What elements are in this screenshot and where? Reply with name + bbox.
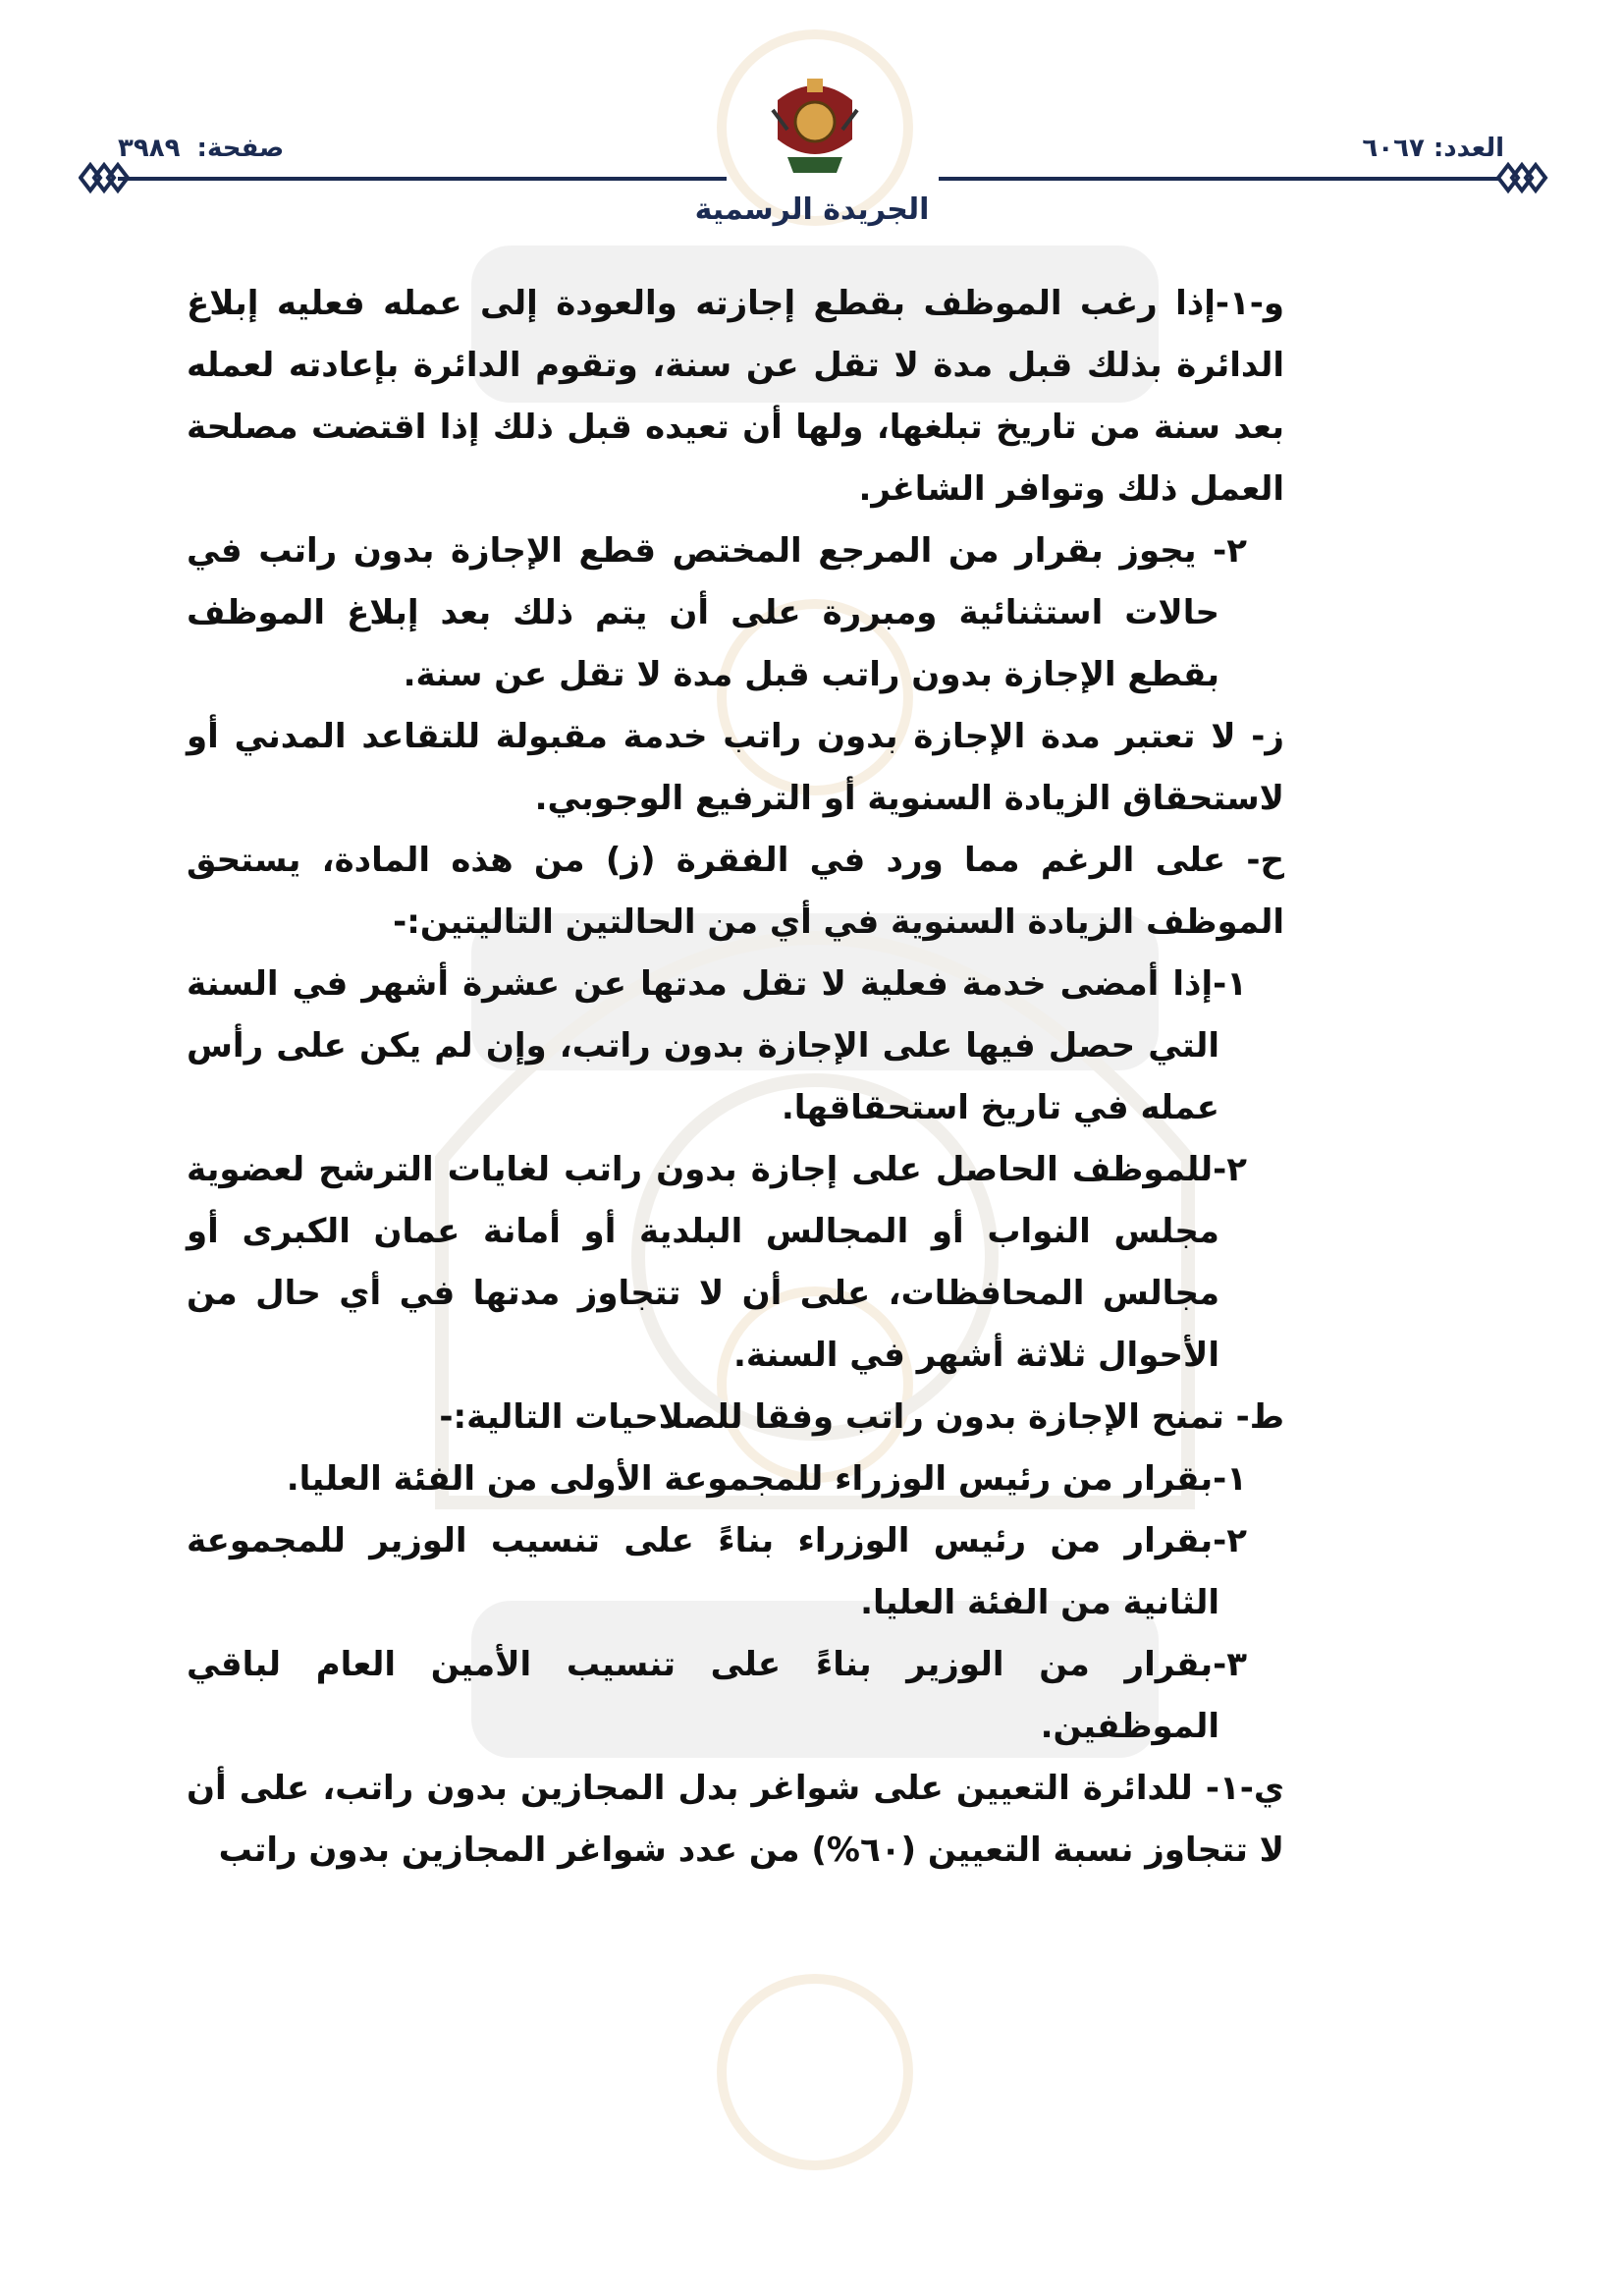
paragraph-ta-3: ٣-بقرار من الوزير بناءً على تنسيب الأمين العام لباقي الموظفين. (187, 1645, 1247, 1746)
page-label: صفحة: (196, 134, 285, 163)
page-header (0, 0, 1624, 246)
paragraph-ha: ح- على الرغم مما ورد في الفقرة (ز) من هذه المادة، يستحق الموظف الزيادة السنوية في أي من الحالتين التاليتين:- (187, 841, 1284, 942)
issue-label: العدد: (1433, 134, 1504, 163)
issue-value: ٦٠٦٧ (1362, 134, 1425, 163)
page-value: ٣٩٨٩ (118, 134, 181, 163)
paragraph-waw-1: و-١-إذا رغب الموظف بقطع إجازته والعودة إلى عمله فعليه إبلاغ الدائرة بذلك قبل مدة لا تقل عن سنة، وتقوم الدائرة بإعادته لعمله بعد سنة من تاريخ تبلغها، ولها أن تعيده قبل ذلك إذا اقتضت مصلحة العمل ذلك وتوافر الشاغر. (187, 284, 1284, 509)
header-rule-left (118, 177, 727, 181)
paragraph-ta-1: ١-بقرار من رئيس الوزراء للمجموعة الأولى من الفئة العليا. (286, 1459, 1247, 1499)
document-body (187, 273, 1284, 1882)
gazette-title: الجريدة الرسمية (694, 192, 930, 227)
paragraph-ta-2: ٢-بقرار من رئيس الوزراء بناءً على تنسيب الوزير للمجموعة الثانية من الفئة العليا. (187, 1521, 1247, 1622)
paragraph-ya-1: ي-١- للدائرة التعيين على شواغر بدل المجازين بدون راتب، على أن لا تتجاوز نسبة التعيين (٦٠%) من عدد شواغر المجازين بدون راتب (187, 1769, 1284, 1870)
knot-ornament-icon (79, 161, 132, 194)
header-rule-right (939, 177, 1500, 181)
paragraph-ha-2: ٢-للموظف الحاصل على إجازة بدون راتب لغايات الترشح لعضوية مجلس النواب أو المجالس البلدية أو أمانة عمان الكبرى أو مجالس المحافظات، على أن لا تتجاوز مدتها في أي حال من الأحوال ثلاثة أشهر في السنة. (187, 1150, 1247, 1375)
knot-ornament-icon (1496, 161, 1549, 194)
issue-number (1362, 134, 1504, 163)
jordan-royal-crest-icon (768, 71, 862, 179)
paragraph-ta: ط- تمنح الإجازة بدون راتب وفقا للصلاحيات التالية:- (439, 1397, 1284, 1437)
paragraph-zay: ز- لا تعتبر مدة الإجازة بدون راتب خدمة مقبولة للتقاعد المدني أو لاستحقاق الزيادة السنوية أو الترفيع الوجوبي. (187, 717, 1284, 818)
paragraph-waw-2: ٢- يجوز بقرار من المرجع المختص قطع الإجازة بدون راتب في حالات استثنائية ومبررة على أن يتم ذلك بعد إبلاغ الموظف بقطع الإجازة بدون راتب قبل مدة لا تقل عن سنة. (187, 531, 1247, 694)
paragraph-ha-1: ١-إذا أمضى خدمة فعلية لا تقل مدتها عن عشرة أشهر في السنة التي حصل فيها على الإجازة بدون راتب، وإن لم يكن على رأس عمله في تاريخ استحقاقها. (187, 964, 1247, 1127)
page-number (118, 134, 284, 163)
